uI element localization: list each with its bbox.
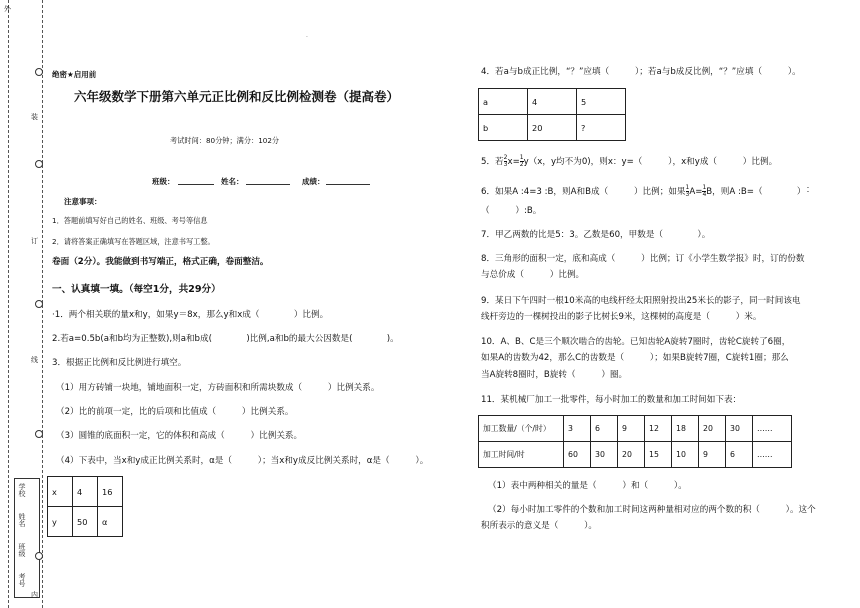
table-cell: 6 (726, 442, 753, 468)
question-5 (481, 155, 777, 168)
notes-title: 注意事项： (64, 197, 102, 206)
margin-char: 内 (31, 591, 38, 599)
question-9-line2: 线杆旁边的一棵树投出的影子比树长9米，这棵树的高度是（ ）米。 (481, 312, 762, 322)
table-cell: 9 (618, 416, 645, 442)
binding-hole (35, 552, 43, 560)
table-cell: 加工时间/时 (479, 442, 564, 468)
question-3-sub3: （3）圆锥的底面积一定，它的体积和高成（ ）比例关系。 (56, 431, 303, 441)
question-11-stem: 11．某机械厂加工一批零件，每小时加工的数量和加工时间如下表： (481, 395, 742, 405)
table-cell: …… (753, 442, 792, 468)
fraction-numerator: 1 (702, 184, 707, 191)
question-3-sub1: （1）用方砖铺一块地，铺地面积一定，方砖面积和所需块数成（ ）比例关系。 (56, 383, 380, 393)
fraction-denominator: 3 (503, 161, 508, 168)
top-dot: · (306, 34, 308, 41)
table-cell: α (98, 507, 123, 537)
note-item: 2．请将答案正确填写在答题区域，注意书写工整。 (52, 237, 215, 246)
question-7: 7．甲乙两数的比是5：3。乙数是60，甲数是（ ）。 (481, 230, 711, 240)
question-11-sub1: （1）表中两种相关的量是（ ）和（ ）。 (488, 481, 687, 491)
table-cell: 16 (98, 477, 123, 507)
table-cell: 18 (672, 416, 699, 442)
fraction-numerator: 1 (519, 154, 524, 161)
fraction-denominator: 2 (519, 161, 524, 168)
table-cell: 4 (73, 477, 98, 507)
table-cell: y (48, 507, 73, 537)
margin-char: 线 (31, 356, 38, 364)
margin-char: 装 (31, 113, 38, 121)
margin-label-class: 班级 (18, 543, 26, 557)
q6-mid: A= (689, 187, 703, 197)
score-label: 成绩： (302, 177, 325, 186)
class-field[interactable] (178, 184, 214, 185)
table-cell: 20 (618, 442, 645, 468)
fraction-denominator: 3 (685, 191, 690, 198)
name-field[interactable] (246, 184, 290, 185)
q5-suffix: y（x，y均不为0)，则x：y=（ ），x和y成（ ）比例。 (523, 157, 778, 167)
question-3-sub4: （4）下表中，当x和y成正比例关系时，α是（ ）；当x和y成反比例关系时，α是（ ）。 (56, 456, 429, 466)
q6-end: ： (806, 185, 815, 195)
q11-table (478, 415, 792, 468)
margin-label-name: 姓名 (18, 513, 26, 527)
q6-part1: 6．如果A :4=3 :B，则A和B成（ ）比例；如果 (481, 187, 686, 197)
binding-hole (35, 300, 43, 308)
table-cell: ? (577, 115, 626, 141)
class-label: 班级： (152, 177, 175, 186)
table-cell: 50 (73, 507, 98, 537)
margin-char: 外 (4, 5, 11, 13)
question-11-sub2-line1: （2）每小时加工零件的个数和加工时间这两种量相对应的两个数的积（ ）。这个 (488, 505, 816, 515)
table-cell: 9 (699, 442, 726, 468)
table-cell: 30 (591, 442, 618, 468)
binding-margin (0, 0, 46, 608)
question-6 (481, 185, 806, 198)
question-10-line2: 如果A的齿数为42，那么C的齿数是（ ）；如果B旋转7圈，C旋转1圈；那么 (481, 353, 789, 363)
margin-label-id: 考号 (18, 573, 26, 587)
table-cell: 60 (564, 442, 591, 468)
table-cell: 6 (591, 416, 618, 442)
table-cell: b (479, 115, 528, 141)
q4-table (478, 88, 626, 141)
exam-info: 考试时间：80分钟；满分：102分 (170, 136, 280, 145)
binding-hole (35, 68, 43, 76)
table-cell: 10 (672, 442, 699, 468)
fraction-denominator: 4 (702, 191, 707, 198)
note-item: 1．答题前填写好自己的姓名、班级、考号等信息 (52, 216, 208, 225)
table-cell: 15 (645, 442, 672, 468)
section-heading: 一、认真填一填。（每空1分，共29分） (52, 284, 221, 295)
question-9-line1: 9．某日下午四时一根10米高的电线杆经太阳照射投出25米长的影子，同一时间该电 (481, 296, 801, 306)
name-label: 姓名： (221, 177, 244, 186)
question-3-sub2: （2）比的前项一定，比的后项和比值成（ ）比例关系。 (56, 407, 294, 417)
question-6-line2: （ ）:B。 (481, 206, 542, 216)
secret-mark: 绝密★启用前 (52, 70, 97, 79)
outer-dashed-line (8, 0, 9, 608)
page-title: 六年级数学下册第六单元正比例和反比例检测卷（提高卷） (74, 89, 400, 104)
question-10-line1: 10．A、B、C是三个顺次啮合的齿轮。已知齿轮A旋转7圈时，齿轮C旋转了6圈， (481, 337, 791, 347)
q3-table (47, 476, 123, 537)
table-cell: 30 (726, 416, 753, 442)
score-field[interactable] (326, 184, 370, 185)
margin-char: 订 (31, 237, 38, 245)
question-4-stem: 4．若a与b成正比例，“？”应填（ ）；若a与b成反比例，“？”应填（ ）。 (481, 67, 801, 77)
fraction-numerator: 2 (503, 154, 508, 161)
table-cell: 20 (528, 115, 577, 141)
table-cell: 4 (528, 89, 577, 115)
question-8-line2: 与总价成（ ）比例。 (481, 270, 585, 280)
question-3-stem: 3．根据正比例和反比例进行填空。 (52, 358, 187, 368)
fraction-numerator: 1 (685, 184, 690, 191)
student-info-box (14, 478, 40, 598)
question-11-sub2-line2: 积所表示的意义是（ ）。 (481, 521, 598, 531)
table-cell: 3 (564, 416, 591, 442)
q6-part2: B，则A :B=（ ） (706, 187, 806, 197)
margin-label-school: 学校 (18, 483, 26, 497)
question-2: 2.若a=0.5b(a和b均为正整数),则a和b成( )比例,a和b的最大公因数是( )。 (52, 334, 399, 344)
table-cell: 12 (645, 416, 672, 442)
question-1: ·1．两个相关联的量x和y，如果y＝8x，那么y和x成（ ）比例。 (52, 310, 329, 320)
question-10-line3: 当A旋转8圈时，B旋转（ ）圈。 (481, 370, 628, 380)
neatness-note: 卷面（2分）。我能做到书写端正，格式正确，卷面整洁。 (52, 257, 269, 267)
table-cell: 5 (577, 89, 626, 115)
q5-mid: x= (507, 157, 520, 167)
table-cell: a (479, 89, 528, 115)
q5-prefix: 5．若 (481, 157, 504, 167)
table-cell: 20 (699, 416, 726, 442)
table-cell: …… (753, 416, 792, 442)
table-cell: x (48, 477, 73, 507)
binding-hole (35, 430, 43, 438)
question-8-line1: 8．三角形的面积一定，底和高成（ ）比例；订《小学生数学报》时，订的份数 (481, 254, 805, 264)
binding-hole (35, 160, 43, 168)
table-cell: 加工数量/（个/时） (479, 416, 564, 442)
